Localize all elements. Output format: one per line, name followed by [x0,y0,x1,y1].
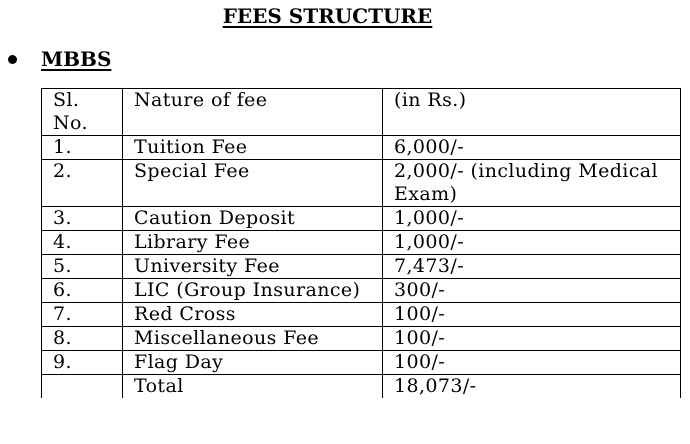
table-row [42,255,681,279]
total-amount: 18,073/- [383,375,681,399]
row-sl: 6. [42,279,123,303]
table-row [42,327,681,351]
bullet-icon [8,55,17,64]
row-nature: Special Fee [123,160,383,207]
row-nature: Miscellaneous Fee [123,327,383,351]
table-row [42,160,681,207]
table-row [42,351,681,375]
row-sl: 3. [42,207,123,231]
table-row [42,231,681,255]
row-nature: LIC (Group Insurance) [123,279,383,303]
header-sl-no [42,89,123,136]
row-nature: University Fee [123,255,383,279]
header-sl-no-line2: No. [53,112,88,134]
table-row [42,207,681,231]
section-heading [6,46,111,72]
total-label: Total [123,375,383,399]
table-row [42,279,681,303]
row-amount: 1,000/- [383,207,681,231]
row-nature: Flag Day [123,351,383,375]
row-sl: 8. [42,327,123,351]
row-amount: 100/- [383,351,681,375]
row-sl: 2. [42,160,123,207]
total-row [42,375,681,399]
row-sl: 1. [42,136,123,160]
row-sl: 4. [42,231,123,255]
row-nature: Caution Deposit [123,207,383,231]
table-header-row [42,89,681,136]
row-sl: 9. [42,351,123,375]
row-nature: Red Cross [123,303,383,327]
table-row [42,303,681,327]
header-sl-no-line1: Sl. [53,89,80,111]
total-sl [42,375,123,399]
header-amount: (in Rs.) [383,89,681,136]
row-nature: Tuition Fee [123,136,383,160]
row-amount: 1,000/- [383,231,681,255]
row-amount: 2,000/- (including Medical Exam) [383,160,681,207]
row-amount: 100/- [383,303,681,327]
table-row [42,136,681,160]
row-amount: 7,473/- [383,255,681,279]
row-amount: 100/- [383,327,681,351]
row-nature: Library Fee [123,231,383,255]
row-sl: 7. [42,303,123,327]
row-amount: 300/- [383,279,681,303]
row-amount: 6,000/- [383,136,681,160]
header-nature-of-fee: Nature of fee [123,89,383,136]
row-sl: 5. [42,255,123,279]
page-title: FEES STRUCTURE [222,4,433,28]
fees-table [41,88,681,398]
section-label: MBBS [41,47,112,71]
